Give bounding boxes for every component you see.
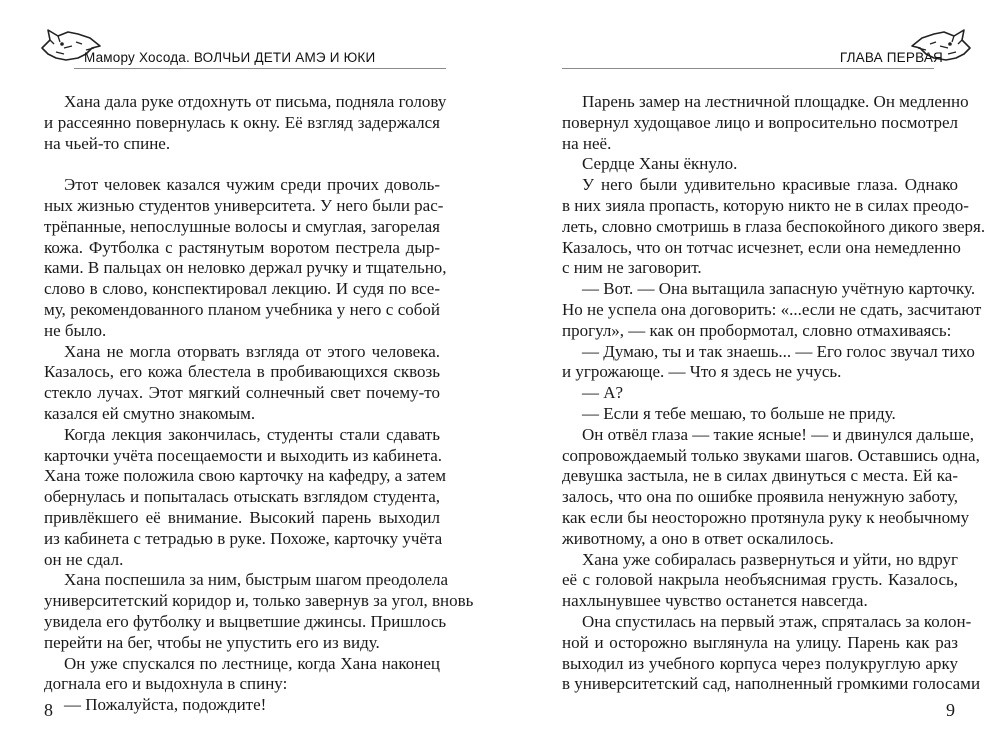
- text-line: Хана поспешила за ним, быстрым шагом преодолела: [64, 570, 449, 590]
- header-rule: [74, 68, 446, 69]
- text-line: Хана тоже положила свою карточку на кафедру, а затем: [44, 466, 447, 486]
- text-line: на неё.: [562, 133, 612, 153]
- text-line: университетский коридор и, только завернув за угол, вновь: [44, 591, 474, 611]
- text-line: — Вот. — Она вытащила запасную учётную карточку.: [582, 279, 976, 299]
- body-text: [562, 92, 986, 695]
- text-line: её с головой накрыла необъяснимая грусть. Казалось,: [562, 570, 958, 590]
- text-line: Она спустилась на первый этаж, спряталась за колон-: [582, 611, 972, 631]
- text-line: леть, словно смотришь в глаза беспокойного дикого зверя.: [562, 216, 986, 236]
- text-line: ных жизнью студентов университета. У него были рас-: [44, 195, 444, 215]
- text-line: му, рекомендованного планом учебника у него с собой: [44, 299, 440, 319]
- text-line: трёпанные, непослушные волосы и смуглая, загорелая: [44, 216, 440, 236]
- text-line: Сердце Ханы ёкнуло.: [582, 154, 738, 174]
- text-line: и рассеянно повернулась к окну. Её взгляд задержался: [44, 112, 440, 132]
- text-line: Парень замер на лестничной площадке. Он медленно: [582, 92, 969, 111]
- text-line: — Пожалуйста, подождите!: [64, 695, 267, 715]
- text-line: Но не успела она договорить: «...если не сдать, засчитают: [562, 299, 982, 319]
- header-rule: [562, 68, 934, 69]
- text-line: Хана не могла оторвать взгляда от этого человека.: [64, 341, 440, 361]
- right-page: [500, 0, 1000, 746]
- page-number: 9: [946, 700, 955, 720]
- text-line: Хана уже собиралась развернуться и уйти, но вдруг: [582, 549, 958, 569]
- running-head: ГЛАВА ПЕРВАЯ: [839, 50, 943, 65]
- text-line: с ним не заговорит.: [562, 258, 702, 278]
- text-line: Он отвёл глаза — такие ясные! — и двинулся дальше,: [582, 424, 974, 444]
- text-line: стекло лучах. Этот мягкий солнечный свет почему-то: [44, 383, 440, 403]
- text-line: как если бы неосторожно протянула руку к необычному: [562, 507, 970, 527]
- page-number: 8: [44, 700, 53, 720]
- text-line: — Думаю, ты и так знаешь... — Его голос звучал тихо: [582, 341, 975, 361]
- text-line: из кабинета с тетрадью в руке. Похоже, карточку учёта: [44, 528, 443, 548]
- text-line: прогул», — как он пробормотал, словно отмахиваясь:: [562, 320, 952, 340]
- text-line: девушка застыла, не в силах двинуться с места. Ей ка-: [562, 466, 958, 486]
- text-line: Казалось, его кожа блестела в пробивающихся сквозь: [44, 362, 440, 382]
- text-line: не было.: [44, 320, 107, 340]
- text-line: карточки учёта посещаемости и выходить из кабинета.: [44, 445, 443, 465]
- text-line: ками. В пальцах он неловко держал ручку и тщательно,: [44, 258, 447, 278]
- text-line: в университетский сад, наполненный громкими голосами: [562, 674, 981, 694]
- text-line: выходил из учебного корпуса через полукруглую арку: [562, 653, 958, 673]
- text-line: Казалось, что он тотчас исчезнет, если она немедленно: [562, 237, 961, 257]
- paragraph-gap: [44, 154, 440, 175]
- text-line: Хана дала руке отдохнуть от письма, подняла голову: [64, 92, 447, 111]
- text-line: увидела его футболку и выцветшие джинсы. Пришлось: [44, 611, 447, 631]
- text-line: нахлынувшее чувство останется навсегда.: [562, 591, 868, 611]
- text-line: перейти на бег, чтобы не упустить его из виду.: [44, 632, 380, 652]
- text-line: — Если я тебе мешаю, то больше не приду.: [582, 403, 896, 423]
- text-line: Он уже спускался по лестнице, когда Хана наконец: [64, 653, 440, 673]
- text-line: животному, а оно в ответ оскалилось.: [562, 528, 834, 548]
- text-line: на чьей-то спине.: [44, 133, 171, 153]
- text-line: — А?: [582, 383, 624, 403]
- text-line: привлёкшего её внимание. Высокий парень выходил: [44, 507, 440, 527]
- text-line: и угрожающе. — Что я здесь не учусь.: [562, 362, 842, 382]
- text-line: У него были удивительно красивые глаза. Однако: [582, 175, 958, 195]
- text-line: залось, что она по ошибке проявила ненужную заботу,: [562, 487, 958, 507]
- running-head: Мамору Хосода. ВОЛЧЬИ ДЕТИ АМЭ И ЮКИ: [84, 50, 376, 65]
- text-line: повернул худощавое лицо и вопросительно посмотрел: [562, 112, 958, 132]
- text-line: казался ей смутно знакомым.: [44, 403, 256, 423]
- text-line: обернулась и попыталась отыскать взглядом студента,: [44, 487, 440, 507]
- text-line: догнала его и выдохнула в спину:: [44, 674, 288, 694]
- text-line: кожа. Футболка с растянутым воротом пестрела дыр-: [44, 237, 440, 257]
- text-line: Когда лекция закончилась, студенты стали сдавать: [64, 424, 440, 444]
- text-line: сопровождаемый только звуками шагов. Оставшись одна,: [562, 445, 980, 465]
- text-line: Этот человек казался чужим среди прочих доволь-: [64, 175, 440, 195]
- text-line: в них зияла пропасть, которую никто не в силах преодо-: [562, 195, 969, 215]
- text-line: слово в слово, конспектировал лекцию. И судя по все-: [44, 279, 440, 299]
- body-text: [44, 92, 474, 716]
- text-line: ной и осторожно выглянула на улицу. Парень как раз: [562, 632, 958, 652]
- text-line: он не сдал.: [44, 549, 124, 569]
